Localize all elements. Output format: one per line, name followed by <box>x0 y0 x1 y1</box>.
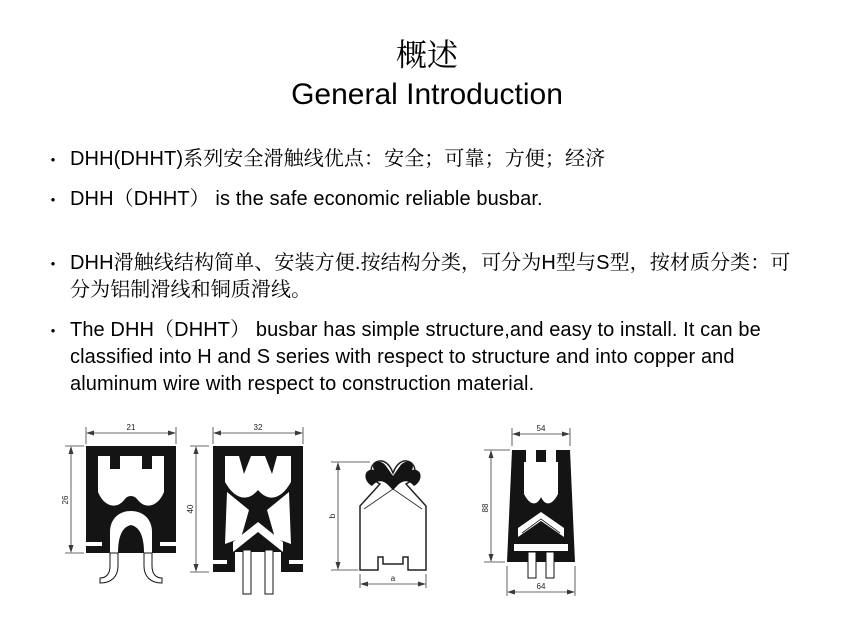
dimension-top <box>86 423 176 444</box>
profile-diagrams <box>58 420 608 617</box>
dimension-label-height: 26 <box>61 495 70 505</box>
bullet-icon: • <box>50 323 56 338</box>
profile-drawing-4 <box>468 420 608 612</box>
dimension-top <box>512 424 570 446</box>
dimension-label-height: b <box>328 513 337 519</box>
page-title <box>0 0 854 113</box>
busbar-profile-diagram-3 <box>318 420 468 599</box>
list-item <box>36 250 816 304</box>
profile-shape <box>86 446 176 583</box>
list-item <box>36 186 816 213</box>
profile-shape <box>360 461 426 570</box>
busbar-profile-diagram-2 <box>183 420 318 617</box>
title-english: General Introduction <box>291 78 563 111</box>
profile-drawing-2 <box>183 420 318 612</box>
dimension-label-width: a <box>390 574 396 583</box>
dimension-bottom <box>507 566 575 596</box>
profile-shape <box>507 450 575 578</box>
busbar-profile-diagram-4 <box>468 420 608 617</box>
dimension-left <box>481 450 510 562</box>
list-item <box>36 146 816 173</box>
title-chinese: 概述 <box>396 38 458 73</box>
bullet-icon: • <box>50 192 56 207</box>
dimension-bottom <box>360 574 426 588</box>
bullet-text: DHH(DHHT)系列安全滑触线优点：安全；可靠；方便；经济 <box>70 148 606 170</box>
bullet-text: DHH滑触线结构简单、安装方便.按结构分类，可分为H型与S型，按材质分类：可分为铝制滑线和铜质滑线。 <box>70 252 791 301</box>
dimension-label-height: 40 <box>186 504 195 514</box>
list-item <box>36 317 816 398</box>
bullet-icon: • <box>50 256 56 271</box>
dimension-label-top-width: 54 <box>536 424 546 433</box>
bullet-list <box>36 146 816 398</box>
dimension-left <box>186 446 209 572</box>
busbar-profile-diagram-1 <box>58 420 183 593</box>
dimension-label-width: 21 <box>126 423 136 432</box>
profile-drawing-3 <box>318 420 468 594</box>
dimension-left <box>61 446 84 553</box>
dimension-top <box>213 423 303 444</box>
dimension-label-width: 32 <box>253 423 263 432</box>
dimension-label-bottom-width: 64 <box>536 582 546 591</box>
bullet-text: DHH（DHHT） is the safe economic reliable busbar. <box>70 188 543 210</box>
dimension-label-height: 88 <box>481 503 490 513</box>
profile-shape <box>213 446 303 594</box>
bullet-icon: • <box>50 152 56 167</box>
bullet-text: The DHH（DHHT） busbar has simple structure,and easy to install. It can be classified into H and S series with respect to structure and into copper and aluminum wire with respect to construction material. <box>70 319 761 395</box>
profile-drawing-1 <box>58 420 183 588</box>
